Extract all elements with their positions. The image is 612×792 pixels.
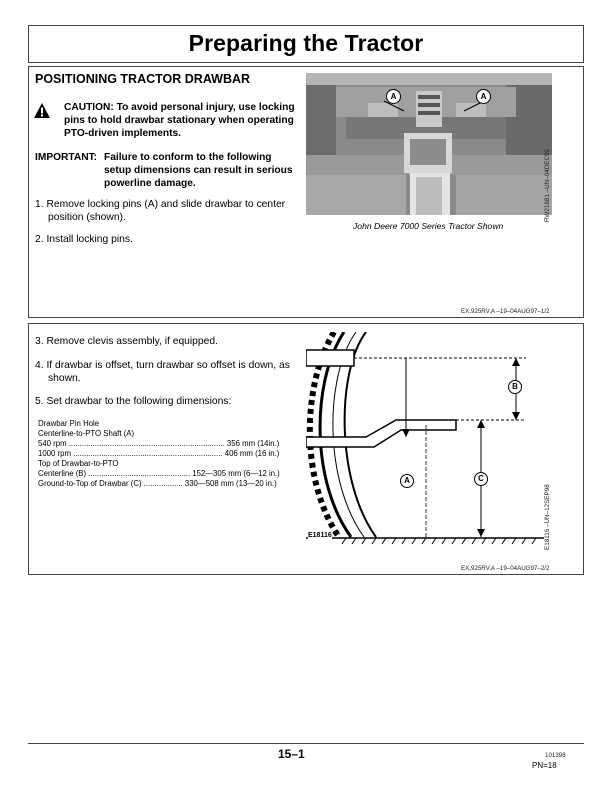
- figure-caption: John Deere 7000 Series Tractor Shown: [353, 221, 504, 231]
- figure-1-id: RW21881 –UN–04DEC92: [544, 148, 551, 222]
- step-4-line-1: 4. If drawbar is offset, turn drawbar so offset is down, as: [35, 360, 290, 371]
- diagram-label-b: B: [508, 380, 522, 394]
- step-1-line-2: position (shown).: [48, 212, 126, 223]
- dim-subtitle-2: Top of Drawbar-to-PTO: [38, 459, 119, 468]
- diagram-label-c: C: [474, 472, 488, 486]
- diagram-corner-id: E18116: [308, 532, 332, 539]
- dim-row-540: 540 rpm ........................................................................ 356 mm (14in.): [38, 439, 280, 448]
- important-line-2: setup dimensions can result in serious: [104, 165, 293, 176]
- section-2-ref: EX,925RV,A –19–04AUG97–2/2: [461, 565, 550, 572]
- important-line-1: Failure to conform to the following: [104, 152, 272, 163]
- page-title: Preparing the Tractor: [188, 30, 424, 56]
- dim-subtitle: Centerline-to-PTO Shaft (A): [38, 429, 135, 438]
- page-number: 15–1: [278, 747, 305, 761]
- warning-triangle-icon: [33, 102, 51, 119]
- doc-code: 101398: [545, 752, 566, 759]
- photo-label-a-left: A: [386, 89, 401, 104]
- caution-line-2: pins to hold drawbar stationary when operating: [64, 115, 294, 126]
- step-1-line-1: 1. Remove locking pins (A) and slide drawbar to center: [35, 199, 286, 210]
- diagram-label-a: A: [400, 474, 414, 488]
- figure-2-id: E18116 –UN–12SEP98: [544, 484, 551, 550]
- section-1-ref: EX,925RV,A –19–04AUG97–1/2: [461, 308, 550, 315]
- tractor-drawbar-photo: [306, 73, 552, 215]
- footer-rule: [28, 743, 584, 744]
- photo-label-a-right: A: [476, 89, 491, 104]
- important-line-3: powerline damage.: [104, 178, 196, 189]
- pn-label: PN=18: [532, 761, 557, 770]
- dim-row-c: Ground-to-Top of Drawbar (C) .................. 330—508 mm (13—20 in.): [38, 479, 277, 488]
- caution-line-1: CAUTION: To avoid personal injury, use locking: [64, 102, 295, 113]
- step-3: 3. Remove clevis assembly, if equipped.: [35, 336, 218, 347]
- dim-title: Drawbar Pin Hole: [38, 419, 100, 428]
- step-4-line-2: shown.: [48, 373, 81, 384]
- important-label: IMPORTANT:: [35, 152, 98, 163]
- dim-row-b: Centerline (B) ............................................... 152—305 mm (6—12 in.): [38, 469, 280, 478]
- dim-row-1000: 1000 rpm ..................................................................... 406 mm (16 in.): [38, 449, 280, 458]
- section-heading: POSITIONING TRACTOR DRAWBAR: [35, 72, 251, 86]
- title-box: [28, 25, 584, 63]
- step-5: 5. Set drawbar to the following dimensions:: [35, 396, 232, 407]
- step-2: 2. Install locking pins.: [35, 234, 133, 245]
- drawbar-dimension-diagram: [306, 332, 546, 550]
- caution-line-3: PTO-driven implements.: [64, 128, 181, 139]
